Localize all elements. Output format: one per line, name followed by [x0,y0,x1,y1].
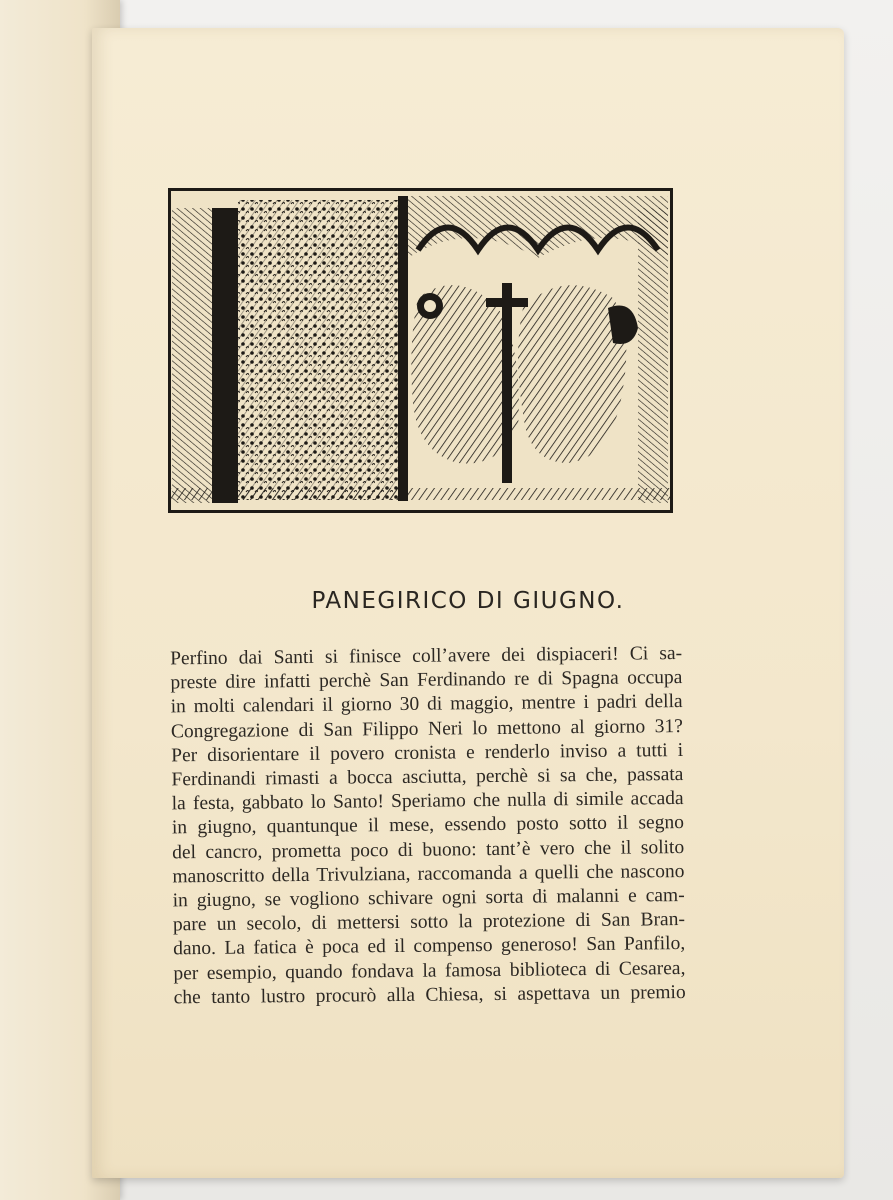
woodcut-illustration [168,188,673,513]
text-line: preste dire infatti perchè San Ferdinando re di Spagna occupa [170,667,683,694]
chapter-title: PANEGIRICO DI GIUGNO. [311,588,625,614]
text-line: manoscritto della Trivulziana, raccomanda a quelli che nascono [172,860,685,888]
body-text [170,642,686,1010]
text-line: Per disorientare il povero cronista e renderlo inviso a tutti i [171,739,684,767]
text-line: Ferdinandi rimasti a bocca asciutta, perchè si sa che, passata [171,764,684,791]
text-line: Congregazione di San Filippo Neri lo mettono al giorno 31? [170,715,683,742]
text-line: in giugno, quantunque il mese, essendo posto sotto il segno [171,812,685,839]
text-line: in giugno, se vogliono schivare ogni sorta di malanni e cam- [172,885,685,912]
text-line: Perfino dai Santi si finisce coll’avere dei dispiaceri! Ci sa- [170,642,683,670]
text-line: in molti calendari il giorno 30 di maggio, mentre i padri della [170,691,683,718]
text-line: per esempio, quando fondava la famosa biblioteca di Cesarea, [173,957,686,984]
text-line: la festa, gabbato lo Santo! Speriamo che nulla di simile accada [171,788,684,815]
text-line: del cancro, prometta poco di buono: tant’è vero che il solito [172,836,685,863]
text-line: pare un secolo, di mettersi sotto la protezione di San Bran- [172,909,686,936]
text-line: dano. La fatica è poca ed il compenso generoso! San Panfilo, [173,933,686,960]
text-line: che tanto lustro procurò alla Chiesa, si aspettava un premio [173,981,686,1009]
